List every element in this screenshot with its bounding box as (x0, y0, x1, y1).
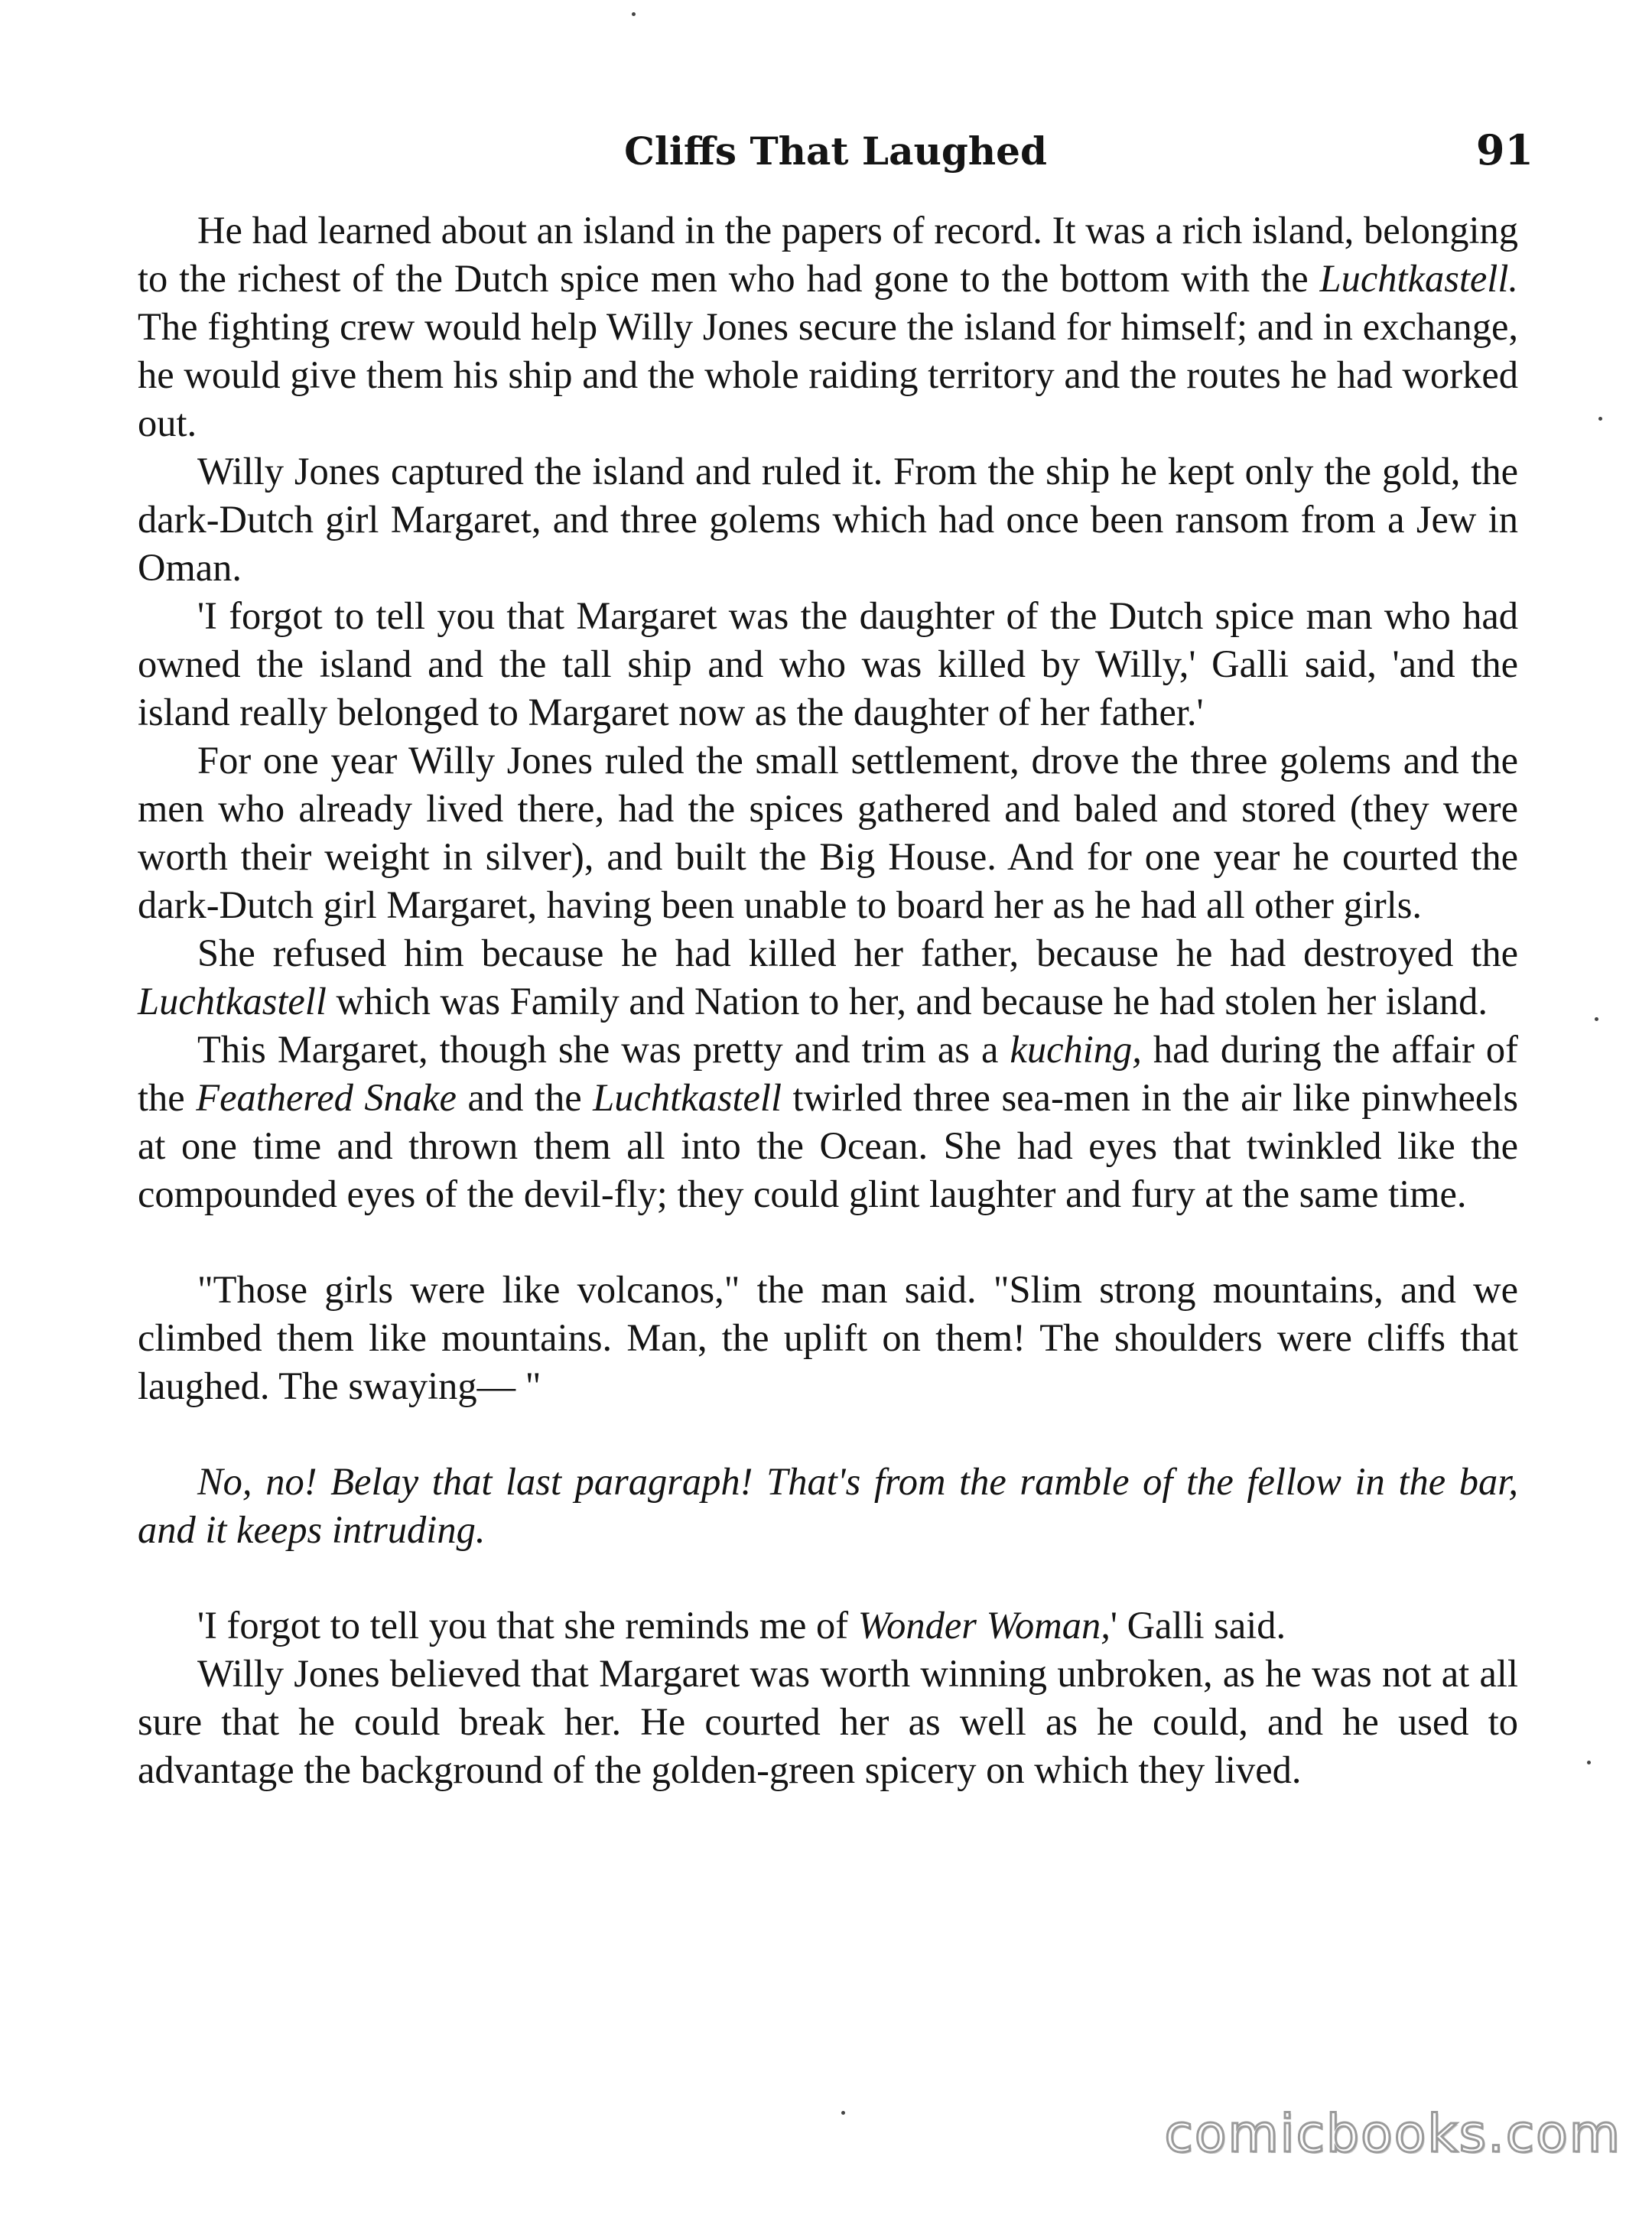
paragraph-text: For one year Willy Jones ruled the small settlement, drove the three golems and the men who already lived there, had the spices gathered and baled and stored (they were worth their weight in silver), and built the Big House. And for one year he courted the dark-Dutch girl Margaret, having been unable to board her as he had all other girls. (138, 739, 1518, 926)
running-header (138, 125, 1533, 190)
paragraph-text: No, no! Belay that last paragraph! That's from the ramble of the fellow in the bar, and it keeps intruding. (138, 1460, 1518, 1551)
paragraph-9 (138, 1602, 1518, 1650)
paragraph-text: He had learned about an island in the papers of record. It was a rich island, belonging to the richest of the Dutch spice men who had gone to the bottom with the (138, 209, 1518, 300)
print-speck (1595, 1017, 1598, 1021)
paragraph-text: which was Family and Nation to her, and because he had stolen her island. (326, 980, 1488, 1023)
paragraph-text: "Those girls were like volcanos," the man said. "Slim strong mountains, and we climbed them like mountains. Man, the uplift on them! The shoulders were cliffs that laughed. The swaying— " (138, 1268, 1518, 1407)
page-number: 91 (1475, 125, 1533, 174)
paragraph-text: This Margaret, though she was pretty and trim as a (197, 1028, 1010, 1071)
body-text (138, 207, 1518, 1794)
paragraph-text: Willy Jones captured the island and ruled it. From the ship he kept only the gold, the dark-Dutch girl Margaret, and three golems which had once been ransom from a Jew in Oman. (138, 450, 1518, 589)
print-speck (1598, 417, 1602, 421)
chapter-title: Cliffs That Laughed (624, 128, 1047, 174)
ship-name: Feathered Snake (196, 1076, 457, 1119)
ship-name: Luchtkastell (593, 1076, 782, 1119)
paragraph-5 (138, 929, 1518, 1026)
italic-word: kuching, (1010, 1028, 1142, 1071)
italic-title: Wonder Woman, (857, 1604, 1111, 1647)
ship-name: Luchtkastell (138, 980, 327, 1023)
paragraph-text: twirled three sea-men in the air like pinwheels at one time and thrown them all into the Ocean. She had eyes that twinkled like the compounded eyes of the devil-fly; they could glint laughter and fury at the same time. (138, 1076, 1519, 1215)
paragraph-10 (138, 1650, 1518, 1794)
paragraph-text: The fighting crew would help Willy Jones secure the island for himself; and in exchange, he would give them his ship and the whole raiding territory and the routes he had worked out. (138, 305, 1518, 444)
paragraph-text: 'I forgot to tell you that Margaret was the daughter of the Dutch spice man who had owned the island and the tall ship and who was killed by Willy,' Galli said, 'and the island really belonged to Margaret now as the daughter of her father.' (138, 594, 1518, 733)
paragraph-text: and the (456, 1076, 593, 1119)
paragraph-text: Willy Jones believed that Margaret was worth winning unbroken, as he was not at all sure that he could break her. He courted her as well as he could, and he used to advantage the background of the golden-green spicery on which they lived. (138, 1652, 1518, 1791)
watermark: comicbooks.com (1164, 2104, 1621, 2164)
paragraph-text: had during the affair of the (138, 1028, 1518, 1119)
paragraph-6 (138, 1026, 1518, 1218)
paragraph-2 (138, 447, 1518, 592)
paragraph-text: 'I forgot to tell you that she reminds me of (197, 1604, 858, 1647)
paragraph-8 (138, 1458, 1518, 1554)
print-speck (632, 12, 636, 16)
print-speck (841, 2111, 845, 2115)
paragraph-4 (138, 737, 1518, 929)
paragraph-text: She refused him because he had killed her father, because he had destroyed the (197, 932, 1518, 974)
paragraph-text: ' Galli said. (1110, 1604, 1286, 1647)
paragraph-1 (138, 207, 1518, 447)
paragraph-7 (138, 1266, 1518, 1410)
ship-name: Luchtkastell. (1319, 257, 1518, 300)
print-speck (1587, 1761, 1591, 1764)
paragraph-3 (138, 592, 1518, 737)
